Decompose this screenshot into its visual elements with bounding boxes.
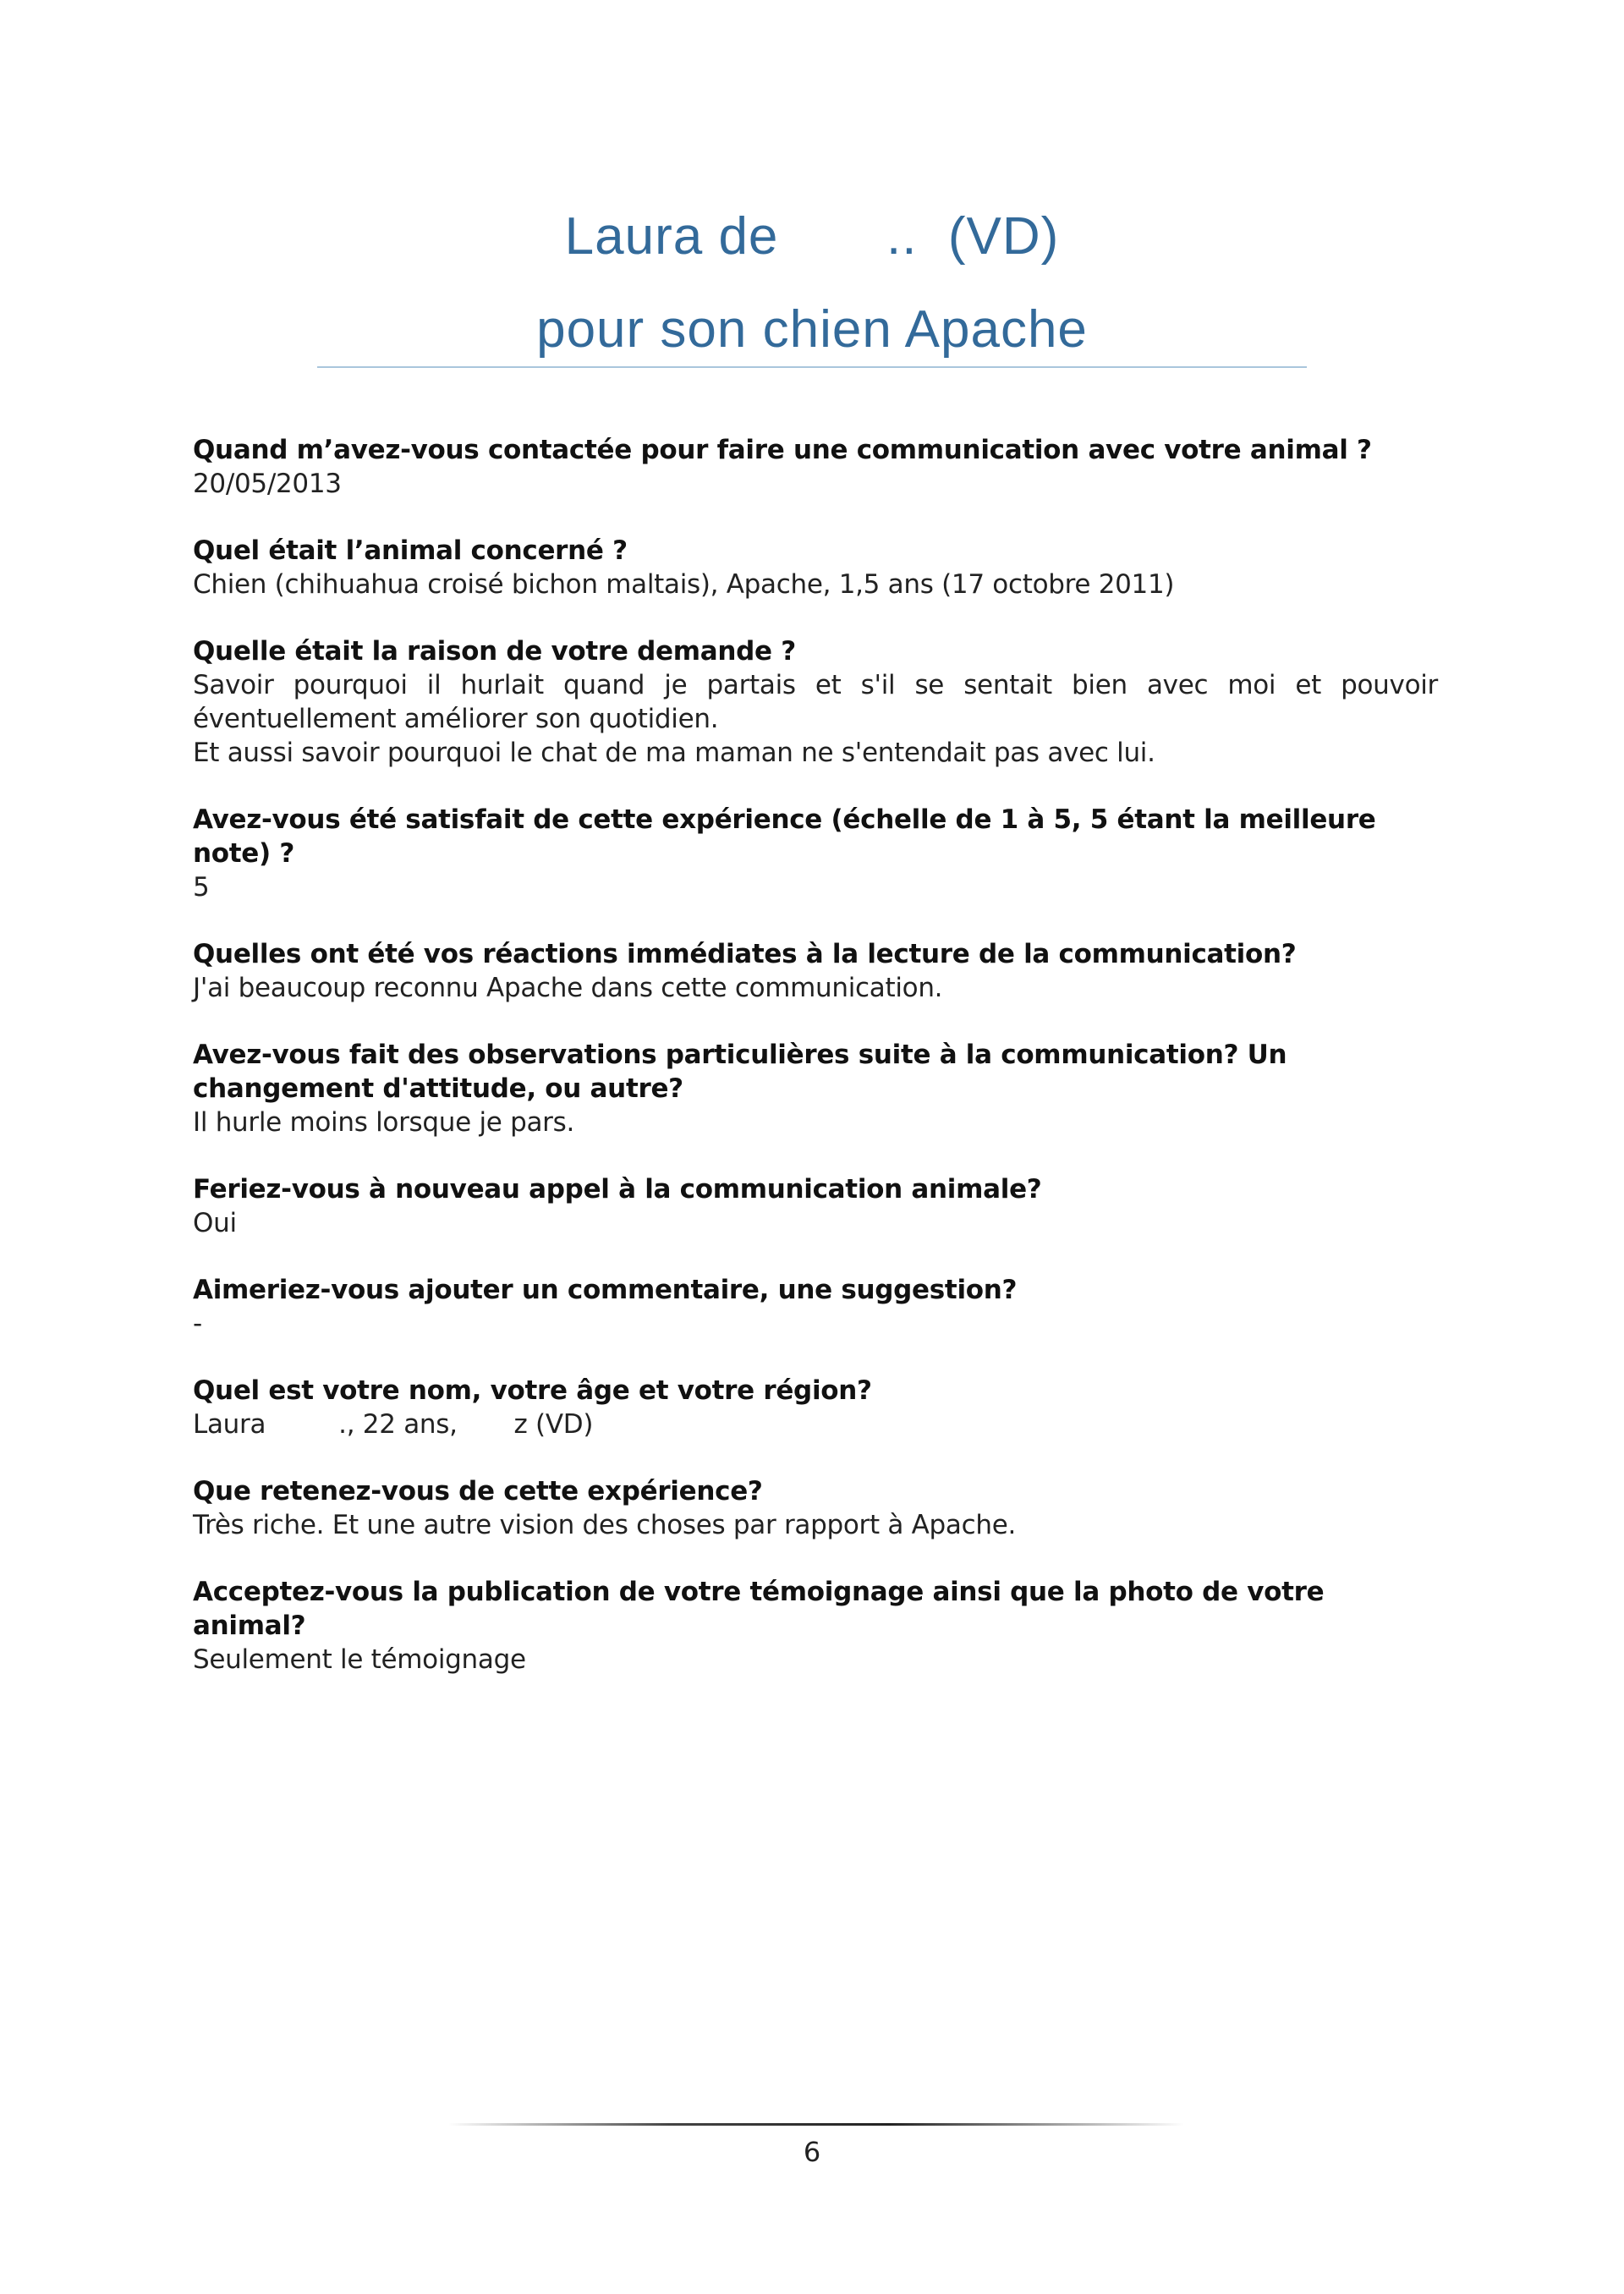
question: Quel est votre nom, votre âge et votre région? <box>193 1375 872 1406</box>
qa-item-animal <box>193 534 1438 601</box>
question: Avez-vous été satisfait de cette expérience (échelle de 1 à 5, 5 étant la meilleure note) ? <box>193 804 1376 869</box>
qa-item-publication <box>193 1575 1438 1677</box>
testimonial-questionnaire <box>193 433 1438 1710</box>
title-divider <box>317 366 1307 368</box>
page-number: 6 <box>803 2136 821 2168</box>
qa-item-contact-date <box>193 433 1438 501</box>
qa-item-takeaway <box>193 1474 1438 1542</box>
question: Avez-vous fait des observations particulières suite à la communication? Un changement d'attitude, ou autre? <box>193 1040 1287 1104</box>
qa-item-reason <box>193 634 1438 770</box>
qa-item-again <box>193 1172 1438 1240</box>
answer: - <box>193 1309 202 1339</box>
answer: 20/05/2013 <box>193 469 342 499</box>
answer: Seulement le témoignage <box>193 1644 526 1675</box>
question: Quelle était la raison de votre demande ? <box>193 636 796 667</box>
answer: J'ai beaucoup reconnu Apache dans cette communication. <box>193 973 943 1003</box>
qa-item-observations <box>193 1038 1438 1139</box>
answer: 5 <box>193 872 210 903</box>
qa-item-reactions <box>193 937 1438 1005</box>
answer: Laura ., 22 ans, z (VD) <box>193 1409 594 1440</box>
page-subtitle: pour son chien Apache <box>536 300 1088 359</box>
question: Que retenez-vous de cette expérience? <box>193 1476 763 1506</box>
question: Quand m’avez-vous contactée pour faire une communication avec votre animal ? <box>193 435 1372 465</box>
question: Feriez-vous à nouveau appel à la communication animale? <box>193 1174 1042 1205</box>
qa-item-identity <box>193 1374 1438 1441</box>
answer: Oui <box>193 1208 237 1238</box>
question: Aimeriez-vous ajouter un commentaire, une suggestion? <box>193 1275 1018 1305</box>
page-title: Laura de .. (VD) <box>564 207 1060 266</box>
question: Quelles ont été vos réactions immédiates à la lecture de la communication? <box>193 939 1297 969</box>
answer: Chien (chihuahua croisé bichon maltais), Apache, 1,5 ans (17 octobre 2011) <box>193 569 1175 600</box>
qa-item-comment <box>193 1273 1438 1341</box>
answer: Il hurle moins lorsque je pars. <box>193 1107 575 1138</box>
answer-continued: Et aussi savoir pourquoi le chat de ma maman ne s'entendait pas avec lui. <box>193 738 1155 768</box>
footer-divider <box>448 2123 1184 2126</box>
page-header <box>0 190 1624 376</box>
question: Quel était l’animal concerné ? <box>193 535 628 566</box>
answer: Très riche. Et une autre vision des choses par rapport à Apache. <box>193 1510 1017 1540</box>
answer: Savoir pourquoi il hurlait quand je partais et s'il se sentait bien avec moi et pouvoir éventuellement améliorer son quotidien. <box>193 670 1438 734</box>
qa-item-satisfaction <box>193 803 1438 904</box>
question: Acceptez-vous la publication de votre témoignage ainsi que la photo de votre animal? <box>193 1577 1325 1641</box>
